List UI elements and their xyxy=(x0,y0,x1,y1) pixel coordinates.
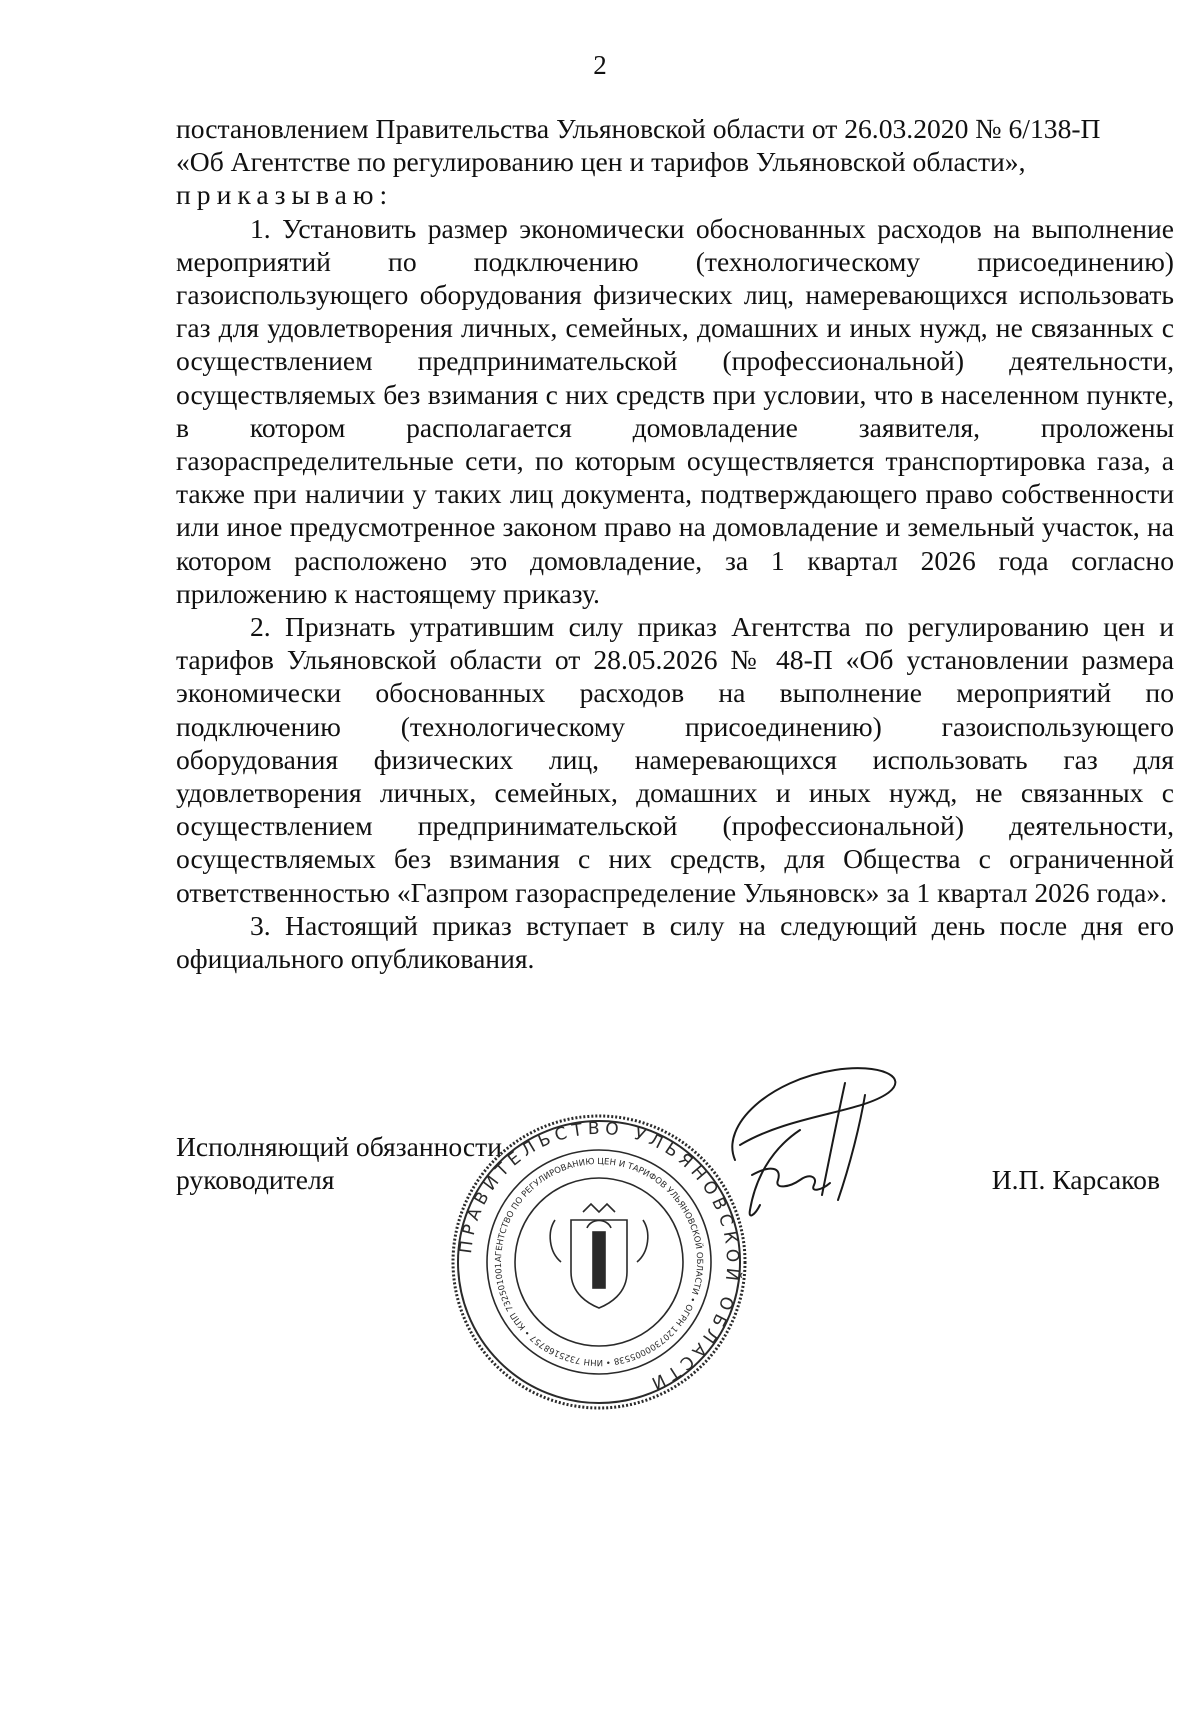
signatory-title-line-1: Исполняющий обязанности xyxy=(176,1131,502,1162)
coat-of-arms-icon xyxy=(550,1204,648,1308)
signer-name: И.П. Карсаков xyxy=(991,1164,1160,1195)
page-number: 2 xyxy=(593,50,607,80)
stamp-outer-text: ПРАВИТЕЛЬСТВО УЛЬЯНОВСКОЙ ОБЛАСТИ xyxy=(456,1118,743,1395)
official-stamp xyxy=(449,1112,749,1412)
order-word: приказываю: xyxy=(176,179,394,211)
lead-line-1: постановлением Правительства Ульяновской области от 26.03.2020 № 6/138-П xyxy=(176,113,1101,144)
order-item-2: 2. Признать утратившим силу приказ Агентства по регулированию цен и тарифов Ульяновской области от 28.05.2026 № 48-П «Об установлении размера экономически обоснованных расходов на выполнение мероприятий по подключению (технологическому присоединению) газоиспользующего оборудования физических лиц, намеревающихся использовать газ для удовлетворения личных, семейных, домашних и иных нужд, не связанных с осуществлением предпринимательской (профессиональной) деятельности, осуществляемых без взимания с них средств, для Общества с ограниченной ответственностью «Газпром газораспределение Ульяновск» за 1 квартал 2026 года». xyxy=(176,611,1174,908)
order-item-1: 1. Установить размер экономически обоснованных расходов на выполнение мероприятий по подключению (технологическому присоединению) газоиспользующего оборудования физических лиц, намеревающихся использовать газ для удовлетворения личных, семейных, домашних и иных нужд, не связанных с осуществлением предпринимательской (профессиональной) деятельности, осуществляемых без взимания с них средств при условии, что в населенном пункте, в котором располагается домовладение заявителя, проложены газораспределительные сети, по которым осуществляется транспортировка газа, а также при наличии у таких лиц документа, подтверждающего право собственности или иное предусмотренное законом право на домовладение и земельный участок, на котором расположено это домовладение, за 1 квартал 2026 года согласно приложению к настоящему приказу. xyxy=(176,212,1174,609)
stamp-inner-text: АГЕНТСТВО ПО РЕГУЛИРОВАНИЮ ЦЕН И ТАРИФОВ УЛЬЯНОВСКОЙ ОБЛАСТИ • ОГРН 1207300005538 • ИНН 7325168757 • КПП 732501001 xyxy=(493,1156,705,1368)
lead-line-2: «Об Агентстве по регулированию цен и тарифов Ульяновской области», xyxy=(176,146,1026,178)
document-body xyxy=(176,112,1174,975)
order-item-3: 3. Настоящий приказ вступает в силу на следующий день после дня его официального опубликования. xyxy=(176,909,1174,975)
signatory-title-line-2: руководителя xyxy=(176,1164,335,1196)
